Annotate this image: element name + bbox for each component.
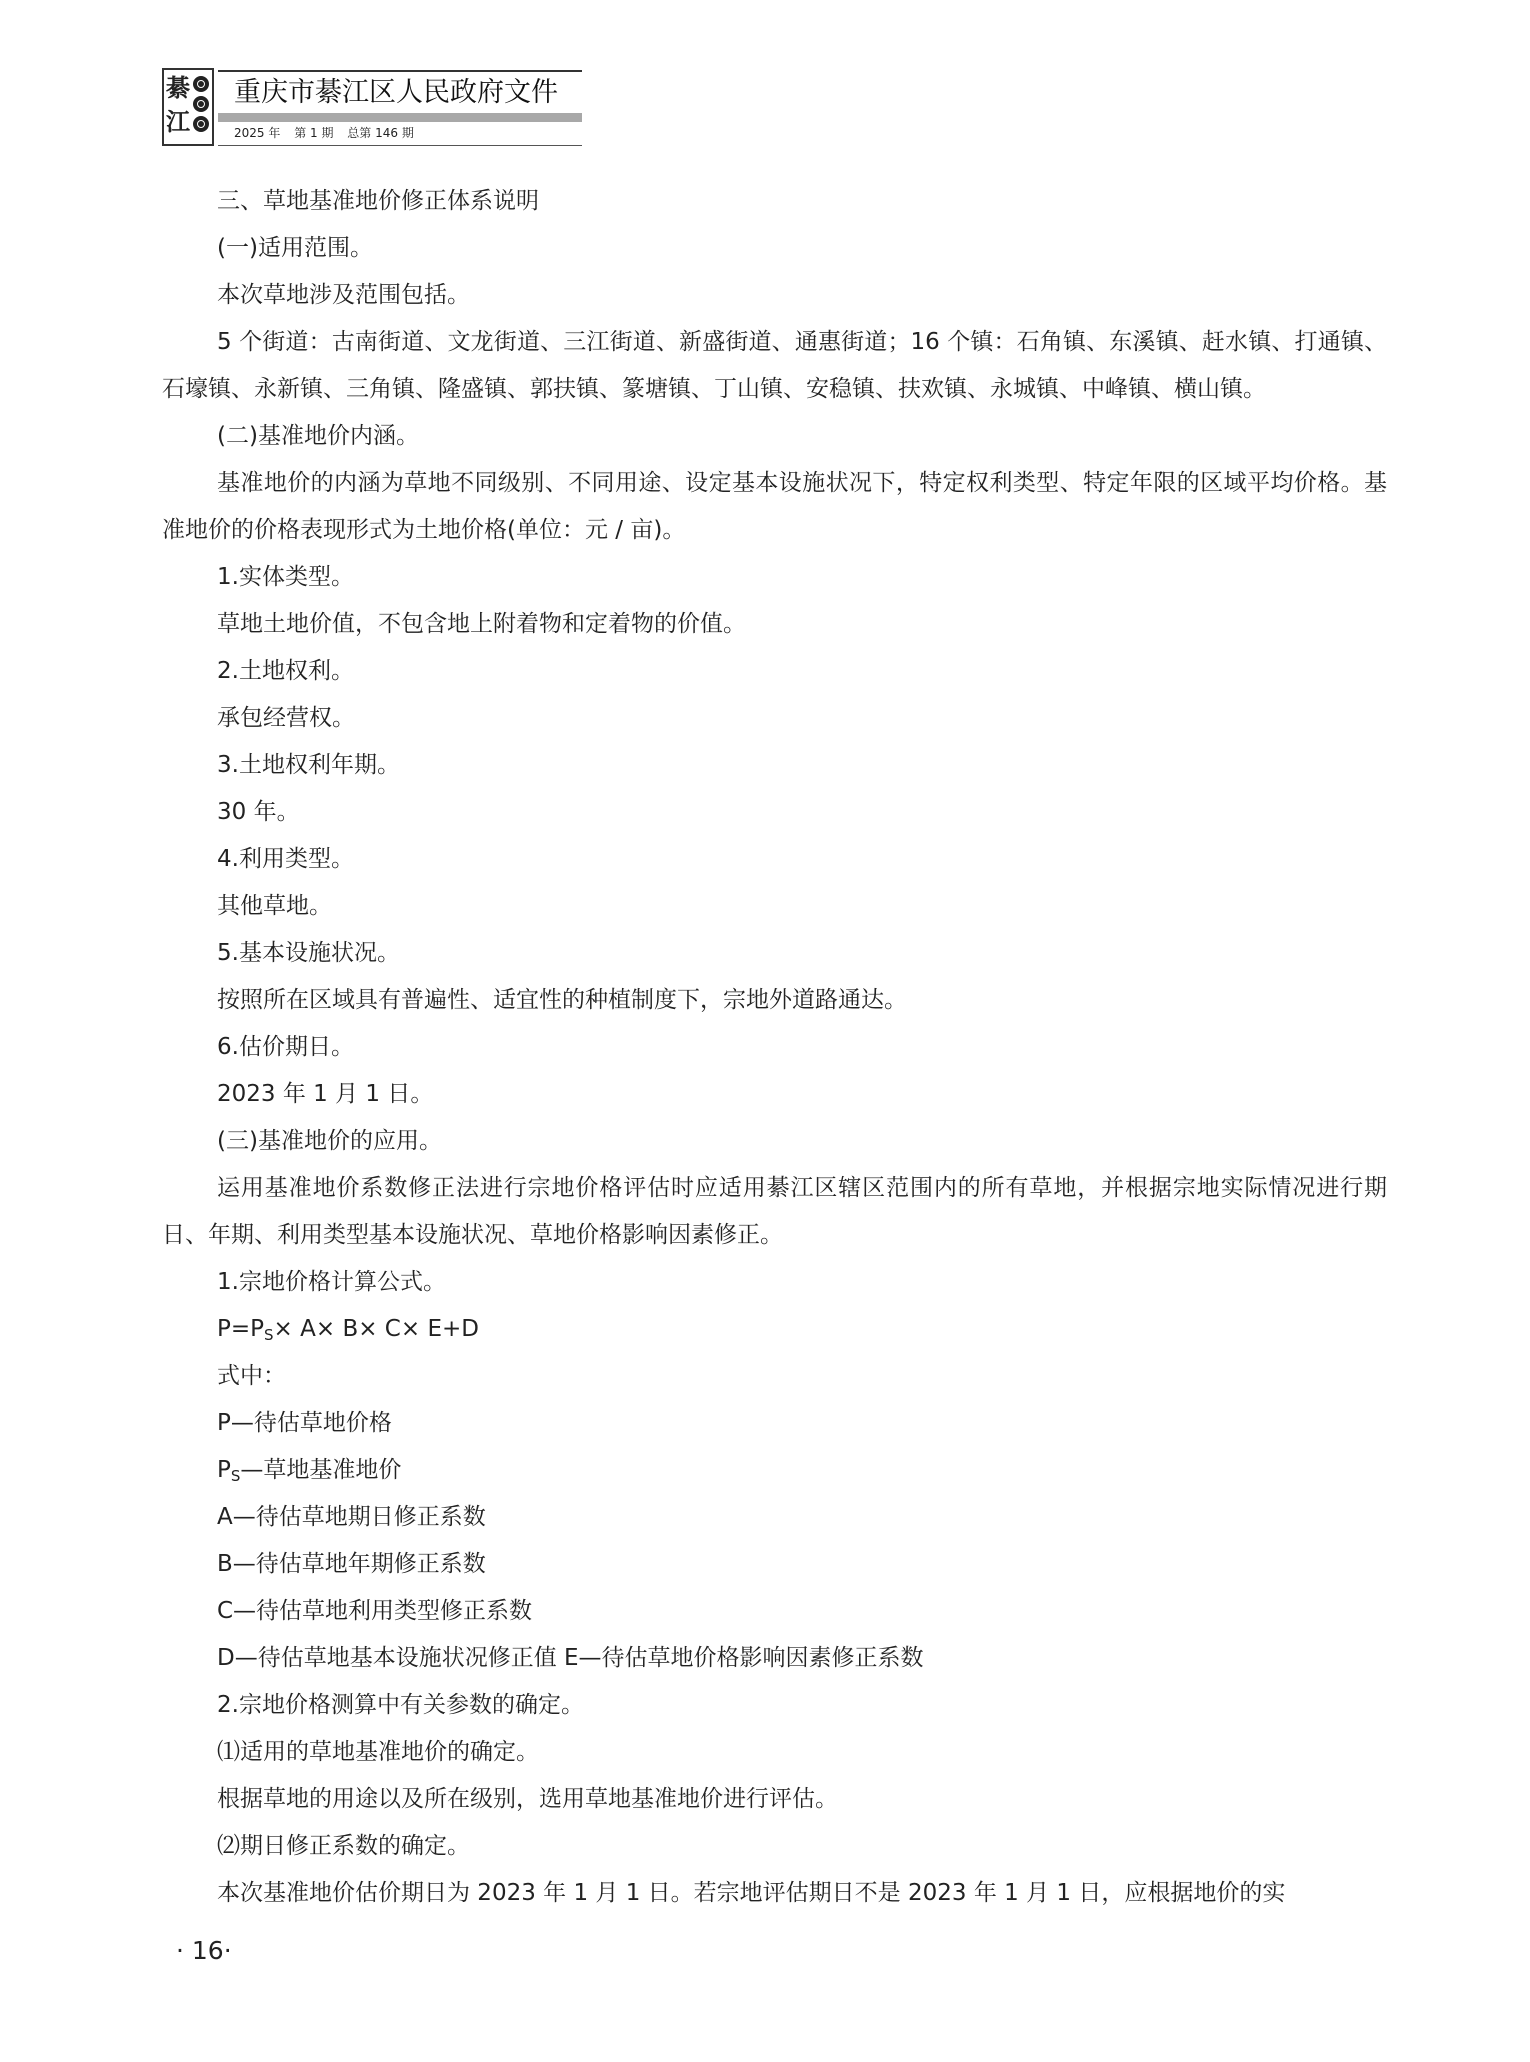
params-heading: 2.宗地价格测算中有关参数的确定。 [217,1692,584,1718]
subsection-heading-meaning: (二)基准地价内涵。 [217,423,419,449]
subsection-heading-application: (三)基准地价的应用。 [217,1128,442,1154]
definition-ps [162,1447,1387,1494]
page-header [162,66,582,150]
item-heading-entity-type: 1.实体类型。 [217,564,354,590]
journal-logo: 綦 江 [162,68,214,146]
header-top-rule [218,70,582,72]
item-heading-infrastructure: 5.基本设施状况。 [217,940,400,966]
issue-info [234,125,424,141]
where-label: 式中： [217,1363,286,1389]
item-text-infrastructure: 按照所在区域具有普遍性、适宜性的种植制度下，宗地外道路通达。 [217,987,907,1013]
paragraph-scope-detail: 5 个街道：古南街道、文龙街道、三江街道、新盛街道、通惠街道；16 个镇：石角镇、东溪镇、赶水镇、打通镇、石壕镇、永新镇、三角镇、隆盛镇、郭扶镇、篆塘镇、丁山镇、安稳镇、扶欢镇、永城镇、中峰镇、横山镇。 [162,329,1387,402]
definition-p: P—待估草地价格 [217,1410,392,1436]
definition-ps-subscript: S [230,1467,241,1485]
item-text-rights-term: 30 年。 [217,799,300,825]
item-heading-land-rights: 2.土地权利。 [217,658,354,684]
document-title: 重庆市綦江区人民政府文件 [234,77,558,108]
issue-number: 第 1 期 [294,126,334,140]
document-body [162,178,1387,1917]
param1-text: 根据草地的用途以及所在级别，选用草地基准地价进行评估。 [217,1786,838,1812]
formula-subscript: S [264,1326,274,1344]
header-bottom-rule [218,145,582,146]
subsection-heading-scope: (一)适用范围。 [217,235,373,261]
item-text-land-rights: 承包经营权。 [217,705,355,731]
header-gray-bar [218,113,582,122]
paragraph-scope-intro: 本次草地涉及范围包括。 [217,282,470,308]
item-heading-rights-term: 3.土地权利年期。 [217,752,400,778]
definition-c: C—待估草地利用类型修正系数 [217,1598,533,1624]
paragraph-application: 运用基准地价系数修正法进行宗地价格评估时应适用綦江区辖区范围内的所有草地，并根据宗地实际情况进行期日、年期、利用类型基本设施状况、草地价格影响因素修正。 [162,1175,1387,1248]
definition-d-e: D—待估草地基本设施状况修正值 E—待估草地价格影响因素修正系数 [217,1645,924,1671]
page-number: · 16· [176,1936,232,1965]
definition-b: B—待估草地年期修正系数 [217,1551,486,1577]
calc-heading: 1.宗地价格计算公式。 [217,1269,446,1295]
param2-heading: ⑵期日修正系数的确定。 [217,1833,470,1859]
formula-right: × A× B× C× E+D [273,1316,479,1342]
definition-ps-text: —草地基准地价 [240,1457,402,1483]
paragraph-meaning-detail: 基准地价的内涵为草地不同级别、不同用途、设定基本设施状况下，特定权利类型、特定年限的区域平均价格。基准地价的价格表现形式为土地价格(单位：元 / 亩)。 [162,470,1387,543]
issue-total: 总第 146 期 [347,126,414,140]
item-heading-valuation-date: 6.估价期日。 [217,1034,354,1060]
issue-year: 2025 年 [234,126,281,140]
formula-left: P=P [217,1316,265,1342]
definition-ps-symbol: P [217,1457,231,1483]
item-text-valuation-date: 2023 年 1 月 1 日。 [217,1081,434,1107]
definition-a: A—待估草地期日修正系数 [217,1504,486,1530]
item-text-use-type: 其他草地。 [217,893,332,919]
section-heading: 三、草地基准地价修正体系说明 [217,188,539,214]
param1-heading: ⑴适用的草地基准地价的确定。 [217,1739,539,1765]
item-text-entity-type: 草地土地价值，不包含地上附着物和定着物的价值。 [217,611,746,637]
param2-text: 本次基准地价估价期日为 2023 年 1 月 1 日。若宗地评估期日不是 2023 年 1 月 1 日，应根据地价的实 [217,1880,1286,1906]
formula [162,1306,1387,1353]
item-heading-use-type: 4.利用类型。 [217,846,354,872]
